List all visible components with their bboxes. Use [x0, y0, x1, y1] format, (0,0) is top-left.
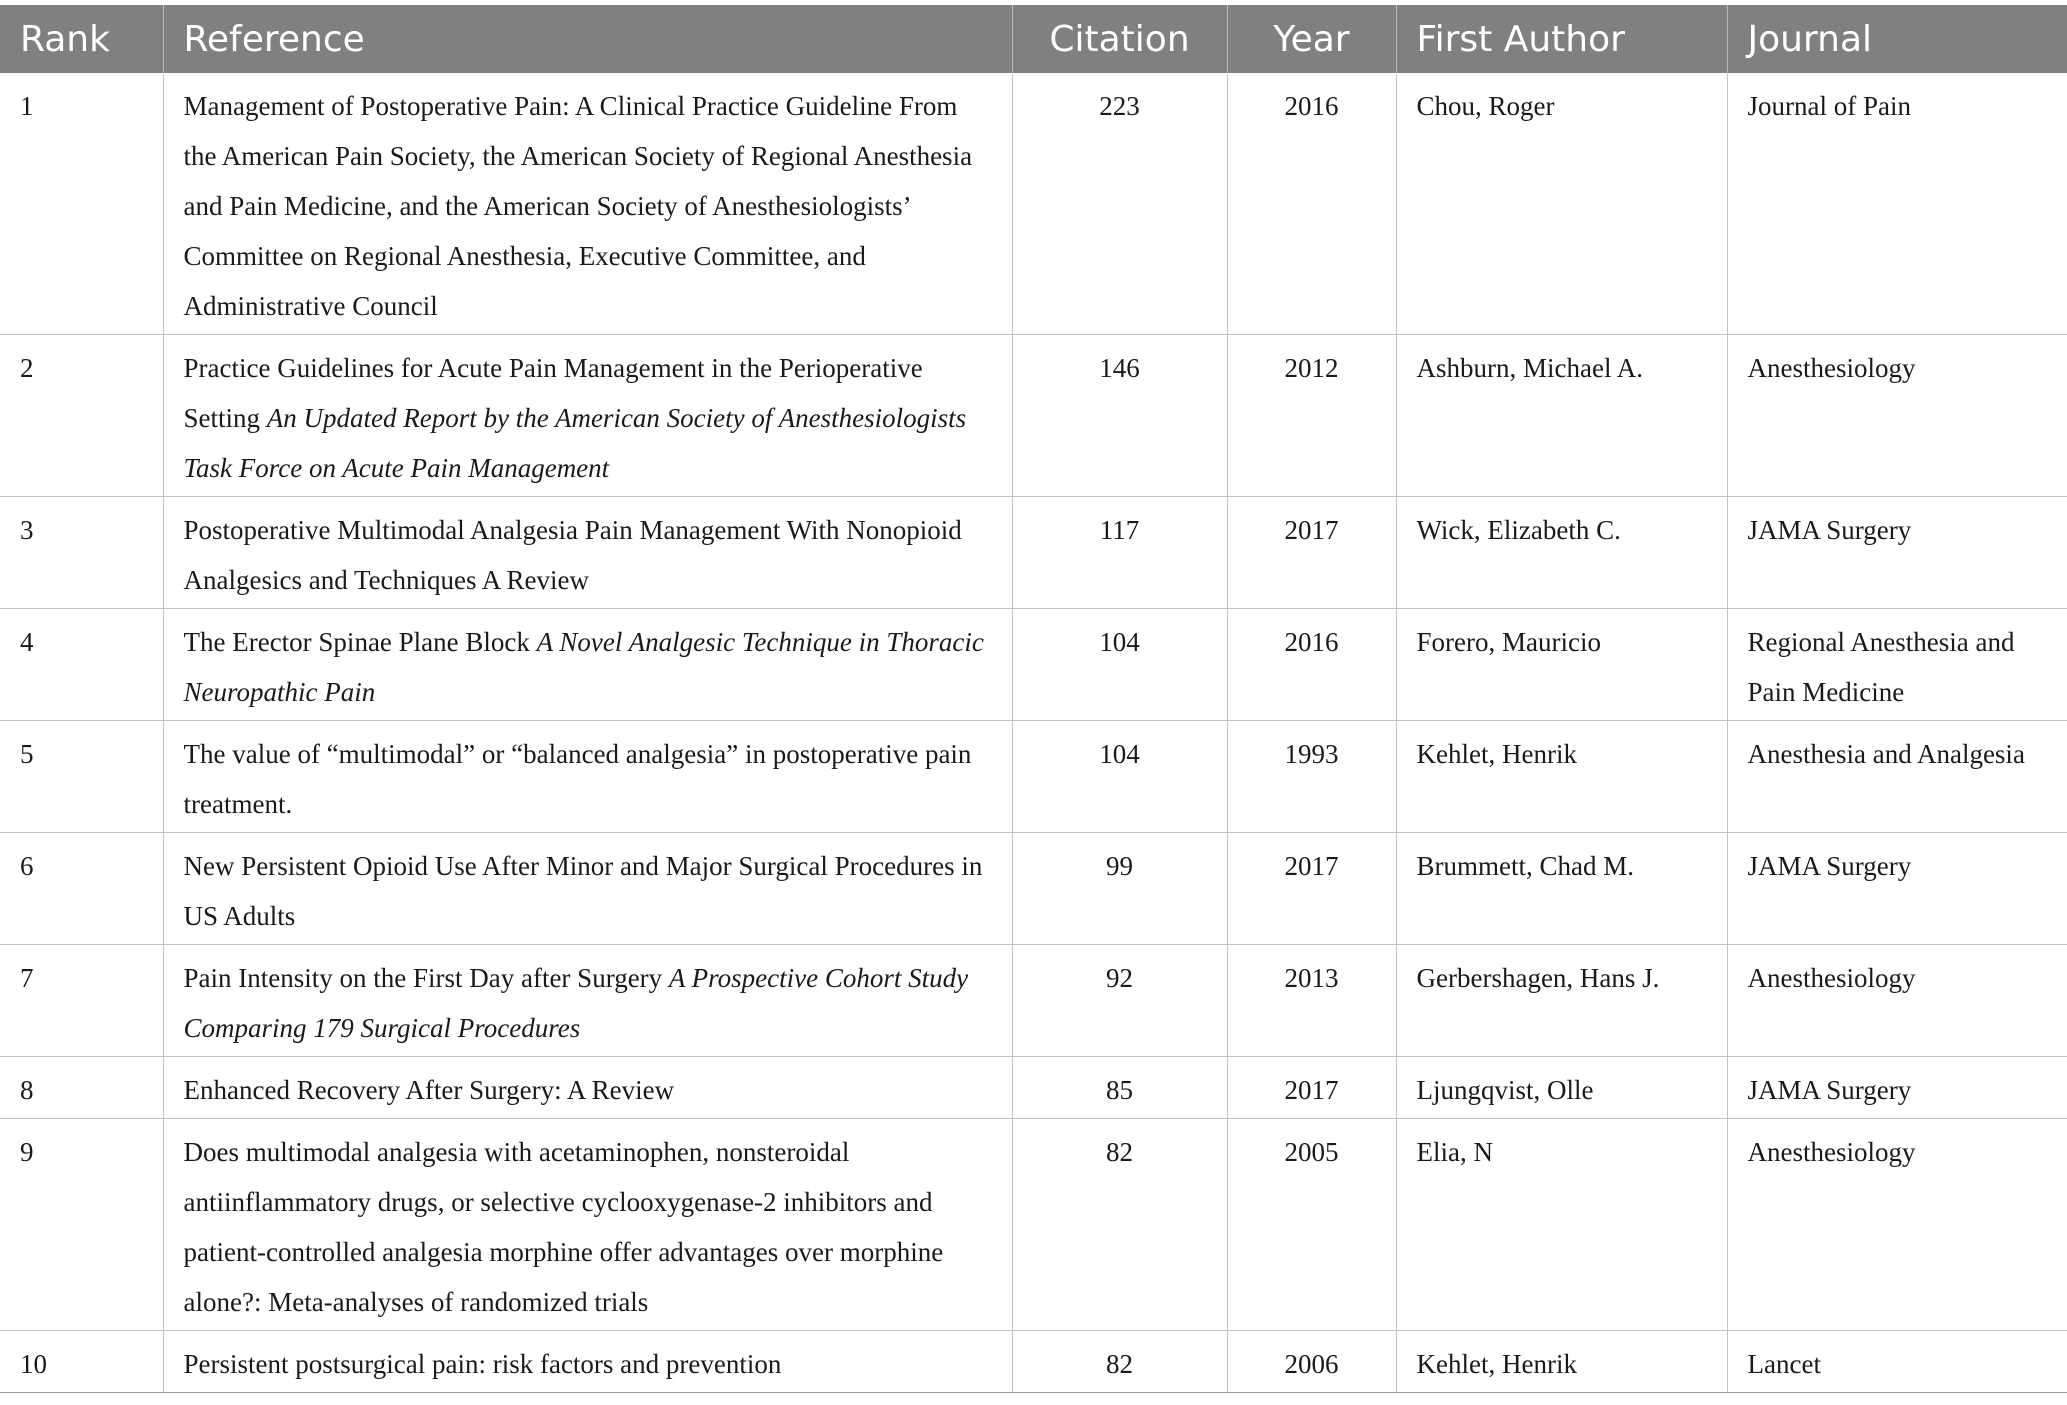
reference-text: Persistent postsurgical pain: risk factors and prevention: [183, 1349, 782, 1379]
cell-year: 2017: [1227, 1057, 1396, 1119]
cell-rank: 10: [0, 1331, 163, 1393]
cell-reference: [163, 1119, 1012, 1331]
cell-citation: 82: [1012, 1119, 1227, 1331]
cell-year: 2017: [1227, 833, 1396, 945]
table-row: [0, 73, 2067, 335]
cell-journal: Anesthesiology: [1727, 1119, 2067, 1331]
cell-citation: 104: [1012, 609, 1227, 721]
table-body: [0, 73, 2067, 1393]
cell-year: 2013: [1227, 945, 1396, 1057]
cell-citation: 104: [1012, 721, 1227, 833]
cell-journal: Lancet: [1727, 1331, 2067, 1393]
cell-reference: [163, 945, 1012, 1057]
table-row: [0, 945, 2067, 1057]
cell-year: 2016: [1227, 73, 1396, 335]
cell-citation: 82: [1012, 1331, 1227, 1393]
cell-citation: 223: [1012, 73, 1227, 335]
cell-journal: Regional Anesthesia and Pain Medicine: [1727, 609, 2067, 721]
cell-journal: JAMA Surgery: [1727, 497, 2067, 609]
header-reference: Reference: [163, 5, 1012, 73]
header-journal: Journal: [1727, 5, 2067, 73]
cell-year: 2005: [1227, 1119, 1396, 1331]
reference-text: Postoperative Multimodal Analgesia Pain Management With Nonopioid Analgesics and Techniques A Review: [183, 515, 962, 595]
cell-rank: 8: [0, 1057, 163, 1119]
cell-citation: 117: [1012, 497, 1227, 609]
cell-first-author: Kehlet, Henrik: [1396, 721, 1727, 833]
cell-year: 2017: [1227, 497, 1396, 609]
table-row: [0, 1057, 2067, 1119]
table-row: [0, 335, 2067, 497]
reference-text: Practice Guidelines for Acute Pain Management in the Perioperative Setting: [183, 353, 923, 433]
reference-text: The value of “multimodal” or “balanced analgesia” in postoperative pain treatment.: [183, 739, 972, 819]
reference-text: Pain Intensity on the First Day after Surgery: [183, 963, 663, 993]
header-year: Year: [1227, 5, 1396, 73]
reference-text: New Persistent Opioid Use After Minor and Major Surgical Procedures in US Adults: [183, 851, 983, 931]
cell-rank: 4: [0, 609, 163, 721]
cell-rank: 9: [0, 1119, 163, 1331]
cell-rank: 1: [0, 73, 163, 335]
reference-subtitle: A Prospective Cohort Study Comparing 179 Surgical Procedures: [183, 963, 969, 1043]
cell-citation: 99: [1012, 833, 1227, 945]
cell-reference: [163, 335, 1012, 497]
cell-citation: 92: [1012, 945, 1227, 1057]
header-citation: Citation: [1012, 5, 1227, 73]
cell-first-author: Wick, Elizabeth C.: [1396, 497, 1727, 609]
cell-reference: [163, 1057, 1012, 1119]
cell-journal: JAMA Surgery: [1727, 1057, 2067, 1119]
cell-first-author: Gerbershagen, Hans J.: [1396, 945, 1727, 1057]
table-row: [0, 721, 2067, 833]
cell-journal: Journal of Pain: [1727, 73, 2067, 335]
cell-reference: [163, 609, 1012, 721]
cell-first-author: Ashburn, Michael A.: [1396, 335, 1727, 497]
reference-text: The Erector Spinae Plane Block: [183, 627, 530, 657]
reference-subtitle: An Updated Report by the American Society of Anesthesiologists Task Force on Acute Pain Management: [183, 403, 967, 483]
cell-journal: Anesthesiology: [1727, 335, 2067, 497]
reference-text: Does multimodal analgesia with acetaminophen, nonsteroidal antiinflammatory drugs, or selective cyclooxygenase-2 inhibitors and patient-controlled analgesia morphine offer advantages over morphine alone?: Meta-analyses of randomized trials: [183, 1137, 944, 1317]
cell-rank: 6: [0, 833, 163, 945]
reference-text: Management of Postoperative Pain: A Clinical Practice Guideline From the American Pain Society, the American Society of Regional Anesthesia and Pain Medicine, and the American Society of Anesthesiologists’ Committee on Regional Anesthesia, Executive Committee, and Administrative Council: [183, 91, 973, 321]
table-row: [0, 833, 2067, 945]
cell-reference: [163, 1331, 1012, 1393]
table-row: [0, 1331, 2067, 1393]
cell-first-author: Ljungqvist, Olle: [1396, 1057, 1727, 1119]
cell-first-author: Elia, N: [1396, 1119, 1727, 1331]
cell-citation: 146: [1012, 335, 1227, 497]
reference-subtitle: A Novel Analgesic Technique in Thoracic Neuropathic Pain: [183, 627, 984, 707]
cell-rank: 5: [0, 721, 163, 833]
cell-year: 2012: [1227, 335, 1396, 497]
cell-first-author: Forero, Mauricio: [1396, 609, 1727, 721]
cell-journal: Anesthesiology: [1727, 945, 2067, 1057]
citation-table-container: [0, 5, 2067, 1393]
cell-rank: 7: [0, 945, 163, 1057]
table-header-row: [0, 5, 2067, 73]
cell-citation: 85: [1012, 1057, 1227, 1119]
cell-reference: [163, 833, 1012, 945]
cell-year: 1993: [1227, 721, 1396, 833]
header-first-author: First Author: [1396, 5, 1727, 73]
reference-text: Enhanced Recovery After Surgery: A Review: [183, 1075, 675, 1105]
cell-reference: [163, 721, 1012, 833]
cell-journal: Anesthesia and Analgesia: [1727, 721, 2067, 833]
cell-rank: 2: [0, 335, 163, 497]
cell-rank: 3: [0, 497, 163, 609]
cell-first-author: Chou, Roger: [1396, 73, 1727, 335]
table-row: [0, 1119, 2067, 1331]
cell-year: 2006: [1227, 1331, 1396, 1393]
cell-first-author: Brummett, Chad M.: [1396, 833, 1727, 945]
header-rank: Rank: [0, 5, 163, 73]
table-row: [0, 609, 2067, 721]
cell-first-author: Kehlet, Henrik: [1396, 1331, 1727, 1393]
cell-reference: [163, 497, 1012, 609]
citation-table: [0, 5, 2067, 1393]
cell-reference: [163, 73, 1012, 335]
cell-journal: JAMA Surgery: [1727, 833, 2067, 945]
table-row: [0, 497, 2067, 609]
cell-year: 2016: [1227, 609, 1396, 721]
